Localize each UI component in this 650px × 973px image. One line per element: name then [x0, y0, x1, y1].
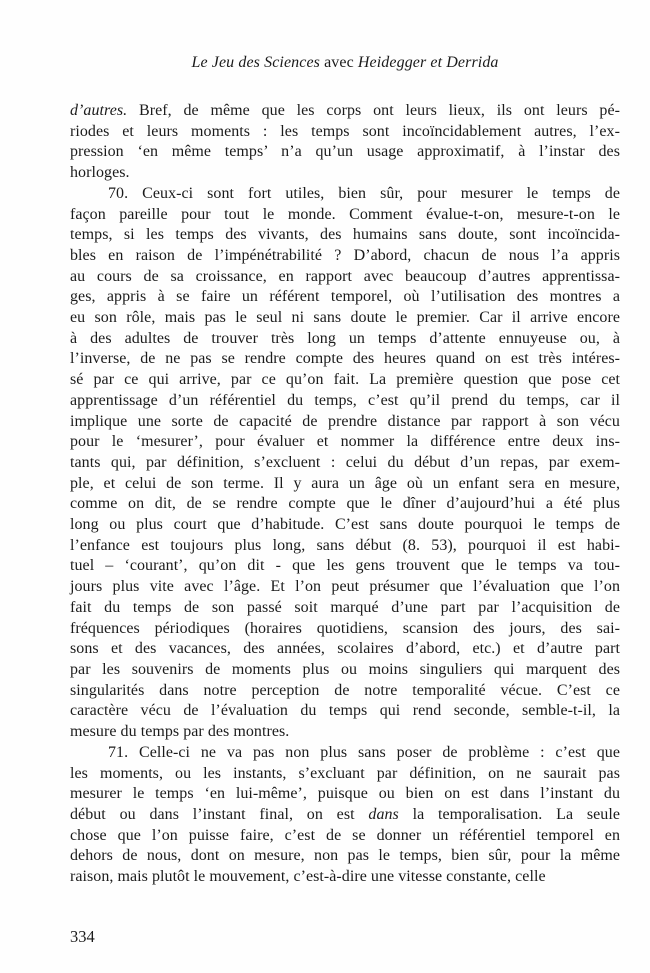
text-line — [70, 598, 620, 619]
text-run: l’enfance est toujours plus long, sans début (8. 53), pourquoi il est habi- — [70, 536, 620, 554]
text-line — [70, 722, 620, 743]
text-run: ges, appris à se faire un référent temporel, où l’utilisation des montres a — [70, 288, 620, 306]
text-run: temps, si les temps des vivants, des humains sans doute, sont incoïncida- — [70, 226, 620, 244]
text-line — [70, 184, 620, 205]
text-line — [70, 246, 620, 267]
text-line — [70, 784, 620, 805]
text-line — [70, 494, 620, 515]
paragraph — [70, 101, 620, 184]
text-line — [70, 370, 620, 391]
text-line — [70, 805, 620, 826]
text-run: pression ‘en même temps’ n’a qu’un usage approximatif, à l’instar des — [70, 143, 620, 161]
text-line — [70, 329, 620, 350]
text-line — [70, 453, 620, 474]
text-line — [70, 432, 620, 453]
text-run: façon pareille pour tout le monde. Comment évalue-t-on, mesure-t-on le — [70, 205, 620, 223]
text-line — [70, 205, 620, 226]
text-line — [70, 308, 620, 329]
text-run: par les souvenirs de moments plus ou moins singuliers qui marquent des — [70, 660, 620, 678]
text-run: fréquences périodiques (horaires quotidiens, scansion des jours, des sai- — [70, 619, 620, 637]
text-run: fait du temps de son passé soit marqué d’une part par l’acquisition de — [70, 598, 620, 616]
text-line — [70, 619, 620, 640]
text-run: la temporalisation. La seule — [398, 805, 621, 823]
text-run: tuel – ‘courant’, qu’on dit - que les gens trouvent que le temps va tou- — [70, 557, 620, 575]
text-run: ple, et celui de son terme. Il y aura un âge où un enfant sera en mesure, — [70, 474, 620, 492]
text-run: eu son rôle, mais pas le seul ni sans doute le premier. Car il arrive encore — [70, 309, 620, 327]
text-line — [70, 681, 620, 702]
text-line — [70, 577, 620, 598]
text-line — [70, 846, 620, 867]
text-run: singularités dans notre perception de notre temporalité vécue. C’est ce — [70, 681, 620, 699]
text-line — [70, 826, 620, 847]
text-run: mesure du temps par des montres. — [70, 723, 290, 741]
text-line — [70, 743, 620, 764]
page-number: 334 — [70, 927, 95, 946]
text-run: l’inverse, de ne pas se rendre compte des heures quand on est très intéres- — [70, 350, 620, 368]
text-line — [70, 701, 620, 722]
text-run: au cours de sa croissance, en rapport avec beaucoup d’autres apprentissa- — [70, 267, 620, 285]
italic-text-run: d’autres. — [70, 102, 128, 119]
text-run: apprentissage d’un référentiel du temps, c’est qu’il prend du temps, car il — [70, 391, 620, 409]
text-run: 70. Ceux-ci sont fort utiles, bien sûr, pour mesurer le temps de — [108, 184, 620, 202]
text-run: riodes et leurs moments : les temps sont incoïncidablement autres, l’ex- — [70, 122, 620, 140]
text-run: horloges. — [70, 164, 130, 182]
text-run: comme on dit, de se rendre compte que le dîner d’aujourd’hui a été plus — [70, 495, 620, 513]
text-line — [70, 867, 620, 888]
text-line — [70, 639, 620, 660]
text-run: bles en raison de l’impénétrabilité ? D’abord, chacun de nous l’a appris — [70, 246, 620, 264]
text-run: mesurer le temps ‘en lui-même’, puisque ou bien on est dans l’instant du — [70, 785, 620, 803]
text-line — [70, 101, 620, 122]
text-run: jours plus vite avec l’âge. Et l’on peut présumer que l’évaluation que l’on — [70, 578, 620, 596]
text-run: 71. Celle-ci ne va pas non plus sans poser de problème : c’est que — [108, 743, 620, 761]
italic-text-run: dans — [368, 805, 399, 823]
text-run: pour le ‘mesurer’, pour évaluer et nommer la différence entre deux ins- — [70, 433, 620, 451]
running-header — [70, 52, 620, 73]
text-run: début ou dans l’instant final, on est — [70, 805, 369, 823]
text-run: avec — [319, 54, 358, 71]
text-run: Bref, de même que les corps ont leurs lieux, ils ont leurs pé- — [127, 102, 620, 119]
text-run: sé par ce qui arrive, par ce qu’on fait. La première question que pose cet — [70, 371, 620, 389]
text-line — [70, 412, 620, 433]
paragraph — [70, 184, 620, 743]
text-line — [70, 349, 620, 370]
text-line — [70, 556, 620, 577]
text-line — [70, 474, 620, 495]
text-run: les moments, ou les instants, s’excluant par définition, on ne saurait pas — [70, 764, 620, 782]
paragraph — [70, 743, 620, 888]
text-line — [70, 536, 620, 557]
text-run: implique une sorte de capacité de prendre distance par rapport à son vécu — [70, 412, 620, 430]
text-line — [70, 267, 620, 288]
text-run: chose que l’on puisse faire, c’est de se donner un référentiel temporel en — [70, 826, 620, 844]
text-line — [70, 764, 620, 785]
italic-text-run: Le Jeu des Sciences — [191, 54, 320, 71]
text-run: raison, mais plutôt le mouvement, c’est-à-dire une vitesse constante, celle — [70, 868, 546, 886]
text-line — [70, 391, 620, 412]
text-line — [70, 515, 620, 536]
italic-text-run: Heidegger et Derrida — [357, 54, 499, 71]
text-line — [70, 163, 620, 184]
text-run: sons et des vacances, des années, scolaires d’abord, etc.) et d’autre part — [70, 640, 620, 658]
text-run: dehors de nous, dont on mesure, non pas le temps, bien sûr, pour la même — [70, 847, 620, 865]
body-text — [70, 101, 620, 888]
text-run: à des adultes de trouver très long un temps d’attente ennuyeuse ou, à — [70, 329, 620, 347]
text-line — [70, 660, 620, 681]
text-run: tants qui, par définition, s’excluent : celui du début d’un repas, par exem- — [70, 453, 620, 471]
text-line — [70, 142, 620, 163]
text-run: long ou plus court que d’habitude. C’est sans doute pourquoi le temps de — [70, 516, 620, 534]
text-run: caractère vécu de l’évaluation du temps qui rend seconde, semble-t-il, la — [70, 702, 620, 720]
text-line — [70, 225, 620, 246]
text-line — [70, 287, 620, 308]
text-line — [70, 122, 620, 143]
